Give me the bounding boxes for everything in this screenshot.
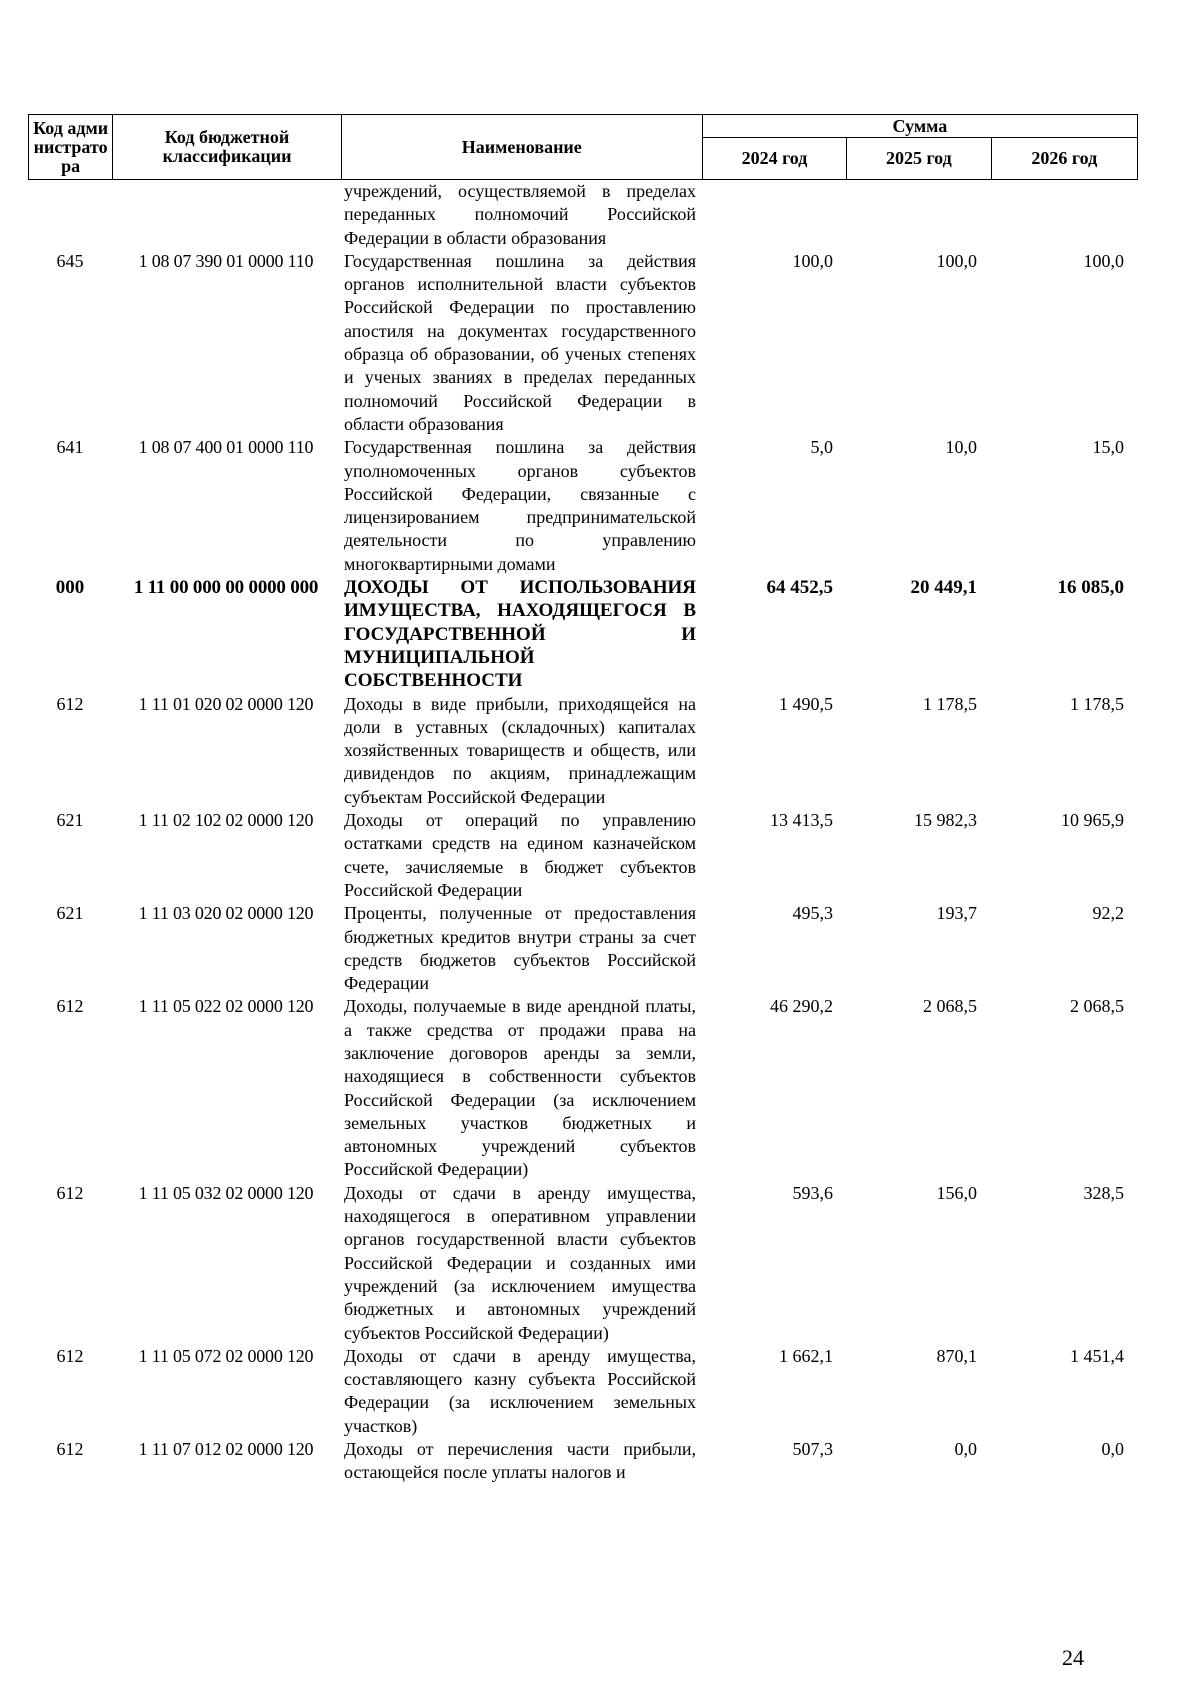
row-sum-2024: 495,3	[792, 903, 833, 924]
table-header	[28, 114, 1138, 180]
row-budget-code: 1 11 01 020 02 0000 120	[138, 693, 314, 714]
row-name: ДОХОДЫ ОТ ИСПОЛЬЗОВАНИЯ ИМУЩЕСТВА, НАХОДЯЩЕГОСЯ В ГОСУДАРСТВЕННОЙ И МУНИЦИПАЛЬНОЙ СОБСТВЕННОСТИ	[344, 577, 696, 692]
row-sum-2025: 10,0	[945, 437, 977, 458]
row-sum-2026: 100,0	[1083, 250, 1124, 271]
row-sum-2025: 870,1	[936, 1345, 977, 1366]
row-sum-2024: 593,6	[792, 1182, 833, 1203]
row-budget-code: 1 11 02 102 02 0000 120	[138, 810, 314, 831]
row-sum-2024: 507,3	[792, 1439, 833, 1460]
header-year-2024: 2024 год	[702, 138, 846, 180]
row-sum-2026: 328,5	[1083, 1182, 1124, 1203]
row-sum-2024: 100,0	[792, 250, 833, 271]
table-row	[28, 576, 1138, 692]
header-name: Наименование	[341, 115, 702, 180]
row-name: Доходы в виде прибыли, приходящейся на доли в уставных (складочных) капиталах хозяйственных товариществ и обществ, или дивидендов по акциям, принадлежащим субъектам Российской Федерации	[344, 693, 696, 807]
table-row	[28, 1182, 1138, 1345]
row-sum-2026: 1 451,4	[1070, 1345, 1124, 1366]
row-sum-2026: 15,0	[1092, 437, 1124, 458]
row-admin-code: 000	[55, 577, 85, 599]
row-name: учреждений, осуществляемой в пределах переданных полномочий Российской Федерации в области образования	[344, 181, 696, 248]
row-budget-code: 1 11 05 032 02 0000 120	[138, 1182, 314, 1203]
row-budget-code: 1 11 07 012 02 0000 120	[138, 1439, 314, 1460]
row-sum-2024: 1 662,1	[779, 1345, 833, 1366]
row-name: Доходы от сдачи в аренду имущества, составляющего казну субъекта Российской Федерации (за исключением земельных участков)	[344, 1345, 696, 1436]
table-row	[28, 693, 1138, 809]
row-admin-code: 645	[56, 250, 84, 271]
table-row-continuation	[28, 180, 1138, 250]
row-admin-code: 641	[56, 437, 84, 458]
row-name: Доходы от перечисления части прибыли, остающейся после уплаты налогов и	[344, 1439, 696, 1483]
row-name: Государственная пошлина за действия уполномоченных органов субъектов Российской Федерации, связанные с лицензированием предпринимательской деятельности по управлению многоквартирными домами	[344, 437, 696, 574]
row-budget-code: 1 11 00 000 00 0000 000	[133, 577, 319, 599]
row-sum-2025: 156,0	[936, 1182, 977, 1203]
row-sum-2026: 92,2	[1092, 903, 1124, 924]
row-sum-2026: 0,0	[1101, 1439, 1124, 1460]
row-sum-2025: 2 068,5	[923, 996, 977, 1017]
row-sum-2026: 1 178,5	[1070, 693, 1124, 714]
row-name: Государственная пошлина за действия органов исполнительной власти субъектов Российской Федерации по проставлению апостиля на документах государственного образца об образовании, об ученых степенях и ученых званиях в пределах переданных полномочий Российской Федерации в области образования	[344, 250, 696, 434]
row-admin-code: 612	[56, 1182, 84, 1203]
row-sum-2026: 2 068,5	[1070, 996, 1124, 1017]
table-row	[28, 902, 1138, 995]
row-admin-code: 621	[56, 810, 84, 831]
row-budget-code: 1 08 07 400 01 0000 110	[138, 437, 314, 458]
row-sum-2025: 0,0	[954, 1439, 977, 1460]
row-sum-2026: 10 965,9	[1061, 810, 1124, 831]
row-name: Проценты, полученные от предоставления бюджетных кредитов внутри страны за счет средств бюджетов субъектов Российской Федерации	[344, 903, 696, 994]
row-sum-2025: 193,7	[936, 903, 977, 924]
table-row	[28, 1438, 1138, 1485]
row-budget-code: 1 11 03 020 02 0000 120	[138, 903, 314, 924]
page-number: 24	[1062, 1645, 1084, 1670]
row-sum-2026: 16 085,0	[1057, 577, 1124, 599]
table-row	[28, 1345, 1138, 1438]
row-sum-2025: 20 449,1	[910, 577, 977, 599]
row-budget-code: 1 11 05 022 02 0000 120	[138, 996, 314, 1017]
row-admin-code: 612	[56, 1439, 84, 1460]
table-body	[28, 180, 1138, 1485]
row-budget-code: 1 11 05 072 02 0000 120	[138, 1345, 314, 1366]
row-sum-2025: 15 982,3	[914, 810, 977, 831]
row-budget-code: 1 08 07 390 01 0000 110	[138, 250, 314, 271]
row-name: Доходы от операций по управлению остатками средств на едином казначейском счете, зачисляемые в бюджет субъектов Российской Федерации	[344, 810, 696, 900]
table-row	[28, 250, 1138, 436]
row-sum-2024: 64 452,5	[766, 577, 833, 599]
row-sum-2025: 100,0	[936, 250, 977, 271]
row-admin-code: 621	[56, 903, 84, 924]
row-sum-2024: 5,0	[810, 437, 833, 458]
row-name: Доходы от сдачи в аренду имущества, находящегося в оперативном управлении органов государственной власти субъектов Российской Федерации и созданных ими учреждений (за исключением имущества бюджетных и автономных учреждений субъектов Российской Федерации)	[344, 1182, 696, 1343]
header-admin-code: Код администратора	[29, 115, 113, 180]
header-sum: Сумма	[702, 115, 1137, 138]
header-year-2025: 2025 год	[847, 138, 991, 180]
budget-table	[28, 114, 1138, 1485]
header-budget-code: Код бюджетной классификации	[113, 115, 342, 180]
row-admin-code: 612	[56, 1345, 84, 1366]
row-sum-2024: 1 490,5	[779, 693, 833, 714]
header-year-2026: 2026 год	[991, 138, 1137, 180]
row-sum-2024: 13 413,5	[770, 810, 833, 831]
row-name: Доходы, получаемые в виде арендной платы, а также средства от продажи права на заключение договоров аренды за земли, находящиеся в собственности субъектов Российской Федерации (за исключением земельных участков бюджетных и автономных учреждений субъектов Российской Федерации)	[344, 996, 696, 1180]
table-row	[28, 995, 1138, 1181]
table-row	[28, 436, 1138, 576]
row-sum-2025: 1 178,5	[923, 693, 977, 714]
row-admin-code: 612	[56, 693, 84, 714]
table-row	[28, 809, 1138, 902]
row-sum-2024: 46 290,2	[770, 996, 833, 1017]
row-admin-code: 612	[56, 996, 84, 1017]
